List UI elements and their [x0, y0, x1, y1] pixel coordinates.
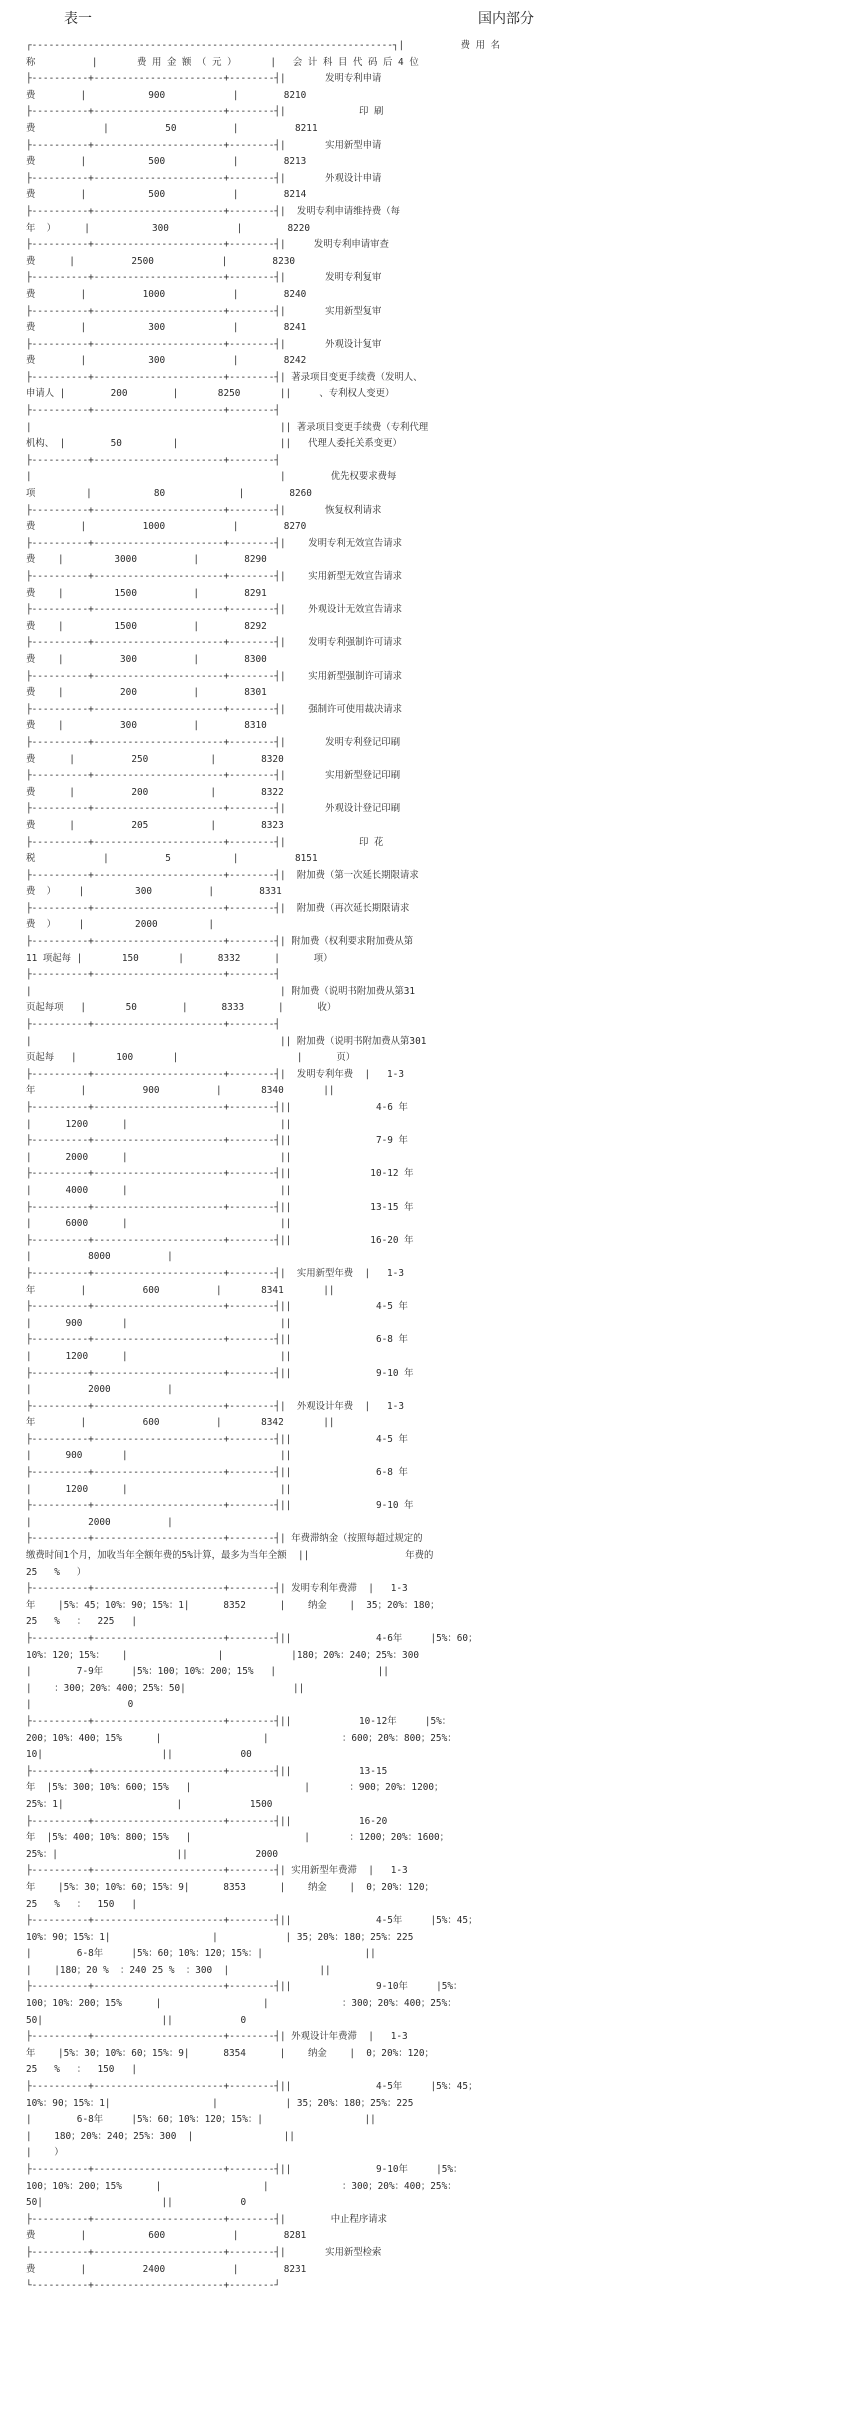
- table-line: 10%：90；15%：1| | | 35；20%：180；25%：225: [26, 2097, 414, 2109]
- table-line: | 1200 | ||: [26, 1118, 292, 1130]
- table-line: ├----------+-----------------------+--------┤: [26, 969, 280, 981]
- table-line: ├----------+-----------------------+--------┤|| 10-12年 |5%：: [26, 1715, 452, 1727]
- table-line: 年 |5%：30；10%：60；15%：9| 8353 | 纳金 | 0；20%：120；: [26, 1881, 434, 1893]
- table-line: ├----------+-----------------------+--------┤| 实用新型年费 | 1-3: [26, 1267, 404, 1279]
- table-line: ├----------+-----------------------+--------┤: [26, 454, 280, 466]
- table-line: 页起每项 | 50 | 8333 | 收）: [26, 1002, 337, 1014]
- table-line: ├----------+-----------------------+--------┤|| 6-8 年: [26, 1334, 408, 1346]
- table-line: 年 | 900 | 8340 ||: [26, 1085, 335, 1097]
- table-line: 费 | 2500 | 8230: [26, 255, 296, 267]
- table-line: 费 | 1000 | 8270: [26, 521, 307, 533]
- table-line: | 900 | ||: [26, 1317, 292, 1329]
- table-line: ├----------+-----------------------+--------┤|| 9-10 年: [26, 1500, 414, 1512]
- table-line: ├----------+-----------------------+--------┤| 发明专利登记印刷: [26, 736, 401, 748]
- table-line: ├----------+-----------------------+--------┤| 发明专利复审: [26, 272, 382, 284]
- table-line: ├----------+-----------------------+--------┤| 实用新型无效宣告请求: [26, 571, 402, 582]
- table-line: 缴费时间1个月，加收当年全额年费的5%计算，最多为当年全额 || 年费的: [26, 1550, 434, 1562]
- table-line: 费 | 600 | 8281: [26, 2230, 307, 2242]
- table-line: ├----------+-----------------------+--------┤| 发明专利强制许可请求: [26, 637, 402, 649]
- table-line: 费 | 200 | 8322: [26, 786, 284, 798]
- table-line: 费 | 500 | 8214: [26, 189, 307, 201]
- table-line: ├----------+-----------------------+--------┤|| 7-9 年: [26, 1135, 408, 1147]
- table-line: 年 |5%：300；10%：600；15% | | ：900；20%：1200；: [26, 1782, 444, 1794]
- table-line: ├----------+-----------------------+--------┤| 外观设计无效宣告请求: [26, 604, 402, 616]
- table-line: 25 % ： 150 |: [26, 2064, 137, 2076]
- table-line: ├----------+-----------------------+--------┤|| 16-20: [26, 1815, 388, 1827]
- table-line: ├----------+-----------------------+--------┤| 实用新型复审: [26, 305, 382, 317]
- table-line: 费 | 300 | 8310: [26, 720, 267, 732]
- table-line: ├----------+-----------------------+--------┤|| 4-5 年: [26, 1433, 408, 1445]
- table-line: 25 % ）: [26, 1566, 87, 1578]
- table-line: ├----------+-----------------------+--------┤|| 13-15: [26, 1765, 388, 1777]
- table-line: ├----------+-----------------------+--------┤|| 4-5年 |5%：45；: [26, 1915, 478, 1927]
- table-line: 费 ） | 300 | 8331: [26, 886, 282, 898]
- table-line: ┌----------------------------------------------------------------┐| 费 用 名: [26, 40, 501, 51]
- table-line: ├----------+-----------------------+--------┤: [26, 1019, 280, 1031]
- table-line: 费 | 205 | 8323: [26, 819, 284, 831]
- table-line: ├----------+-----------------------+--------┤| 强制许可使用裁决请求: [26, 703, 402, 715]
- table-line: ├----------+-----------------------+--------┤| 实用新型强制许可请求: [26, 670, 402, 682]
- fee-table: [26, 38, 827, 2295]
- table-line: ├----------+-----------------------+--------┤| 发明专利申请维持费（每: [26, 205, 401, 217]
- table-line: ├----------+-----------------------+--------┤| 外观设计申请: [26, 172, 382, 184]
- table-line: | | 优先权要求费每: [26, 471, 397, 483]
- table-line: 费 | 300 | 8242: [26, 355, 307, 367]
- table-line: ├----------+-----------------------+--------┤| 发明专利年费滞 | 1-3: [26, 1583, 408, 1595]
- table-line: ├----------+-----------------------+--------┤| 附加费（权利要求附加费从第: [26, 936, 414, 948]
- table-line: 申请人 | 200 | 8250 || 、专利权人变更）: [26, 388, 395, 400]
- table-line: ├----------+-----------------------+--------┤| 外观设计年费 | 1-3: [26, 1400, 404, 1412]
- table-line: ├----------+-----------------------+--------┤|| 4-5年 |5%：45；: [26, 2081, 478, 2093]
- table-line: 10%：90；15%：1| | | 35；20%：180；25%：225: [26, 1931, 414, 1943]
- table-line: | 900 | ||: [26, 1450, 292, 1462]
- table-line: ├----------+-----------------------+--------┤| 附加费（再次延长期限请求: [26, 902, 410, 914]
- section-title: 国内部分: [478, 11, 534, 27]
- table-line: ├----------+-----------------------+--------┤| 著录项目变更手续费（发明人、: [26, 371, 423, 383]
- table-line: ├----------+-----------------------+--------┤| 印 刷: [26, 106, 384, 118]
- table-line: | 2000 |: [26, 1516, 173, 1528]
- table-line: ├----------+-----------------------+--------┤|| 4-6 年: [26, 1102, 408, 1113]
- table-line: | || 附加费（说明书附加费从第301: [26, 1035, 427, 1047]
- table-line: 年 ） | 300 | 8220: [26, 222, 311, 234]
- table-line: 50| || 0: [26, 2014, 247, 2026]
- table-line: 费 | 1000 | 8240: [26, 288, 307, 300]
- table-line: 费 | 200 | 8301: [26, 687, 267, 699]
- table-line: ├----------+-----------------------+--------┤| 实用新型年费滞 | 1-3: [26, 1865, 408, 1877]
- table-line: | 1200 | ||: [26, 1350, 292, 1362]
- table-line: 年 |5%：45；10%：90；15%：1| 8352 | 纳金 | 35；20%：180；: [26, 1599, 440, 1611]
- table-line: ├----------+-----------------------+--------┤|| 10-12 年: [26, 1168, 414, 1180]
- table-line: ├----------+-----------------------+--------┤| 外观设计登记印刷: [26, 803, 401, 815]
- table-line: | ）: [26, 2147, 64, 2159]
- table-line: 25%：| || 2000: [26, 1848, 279, 1860]
- table-line: | 4000 | ||: [26, 1184, 292, 1196]
- table-line: ├----------+-----------------------+--------┤|| 6-8 年: [26, 1467, 408, 1479]
- table-line: | 1200 | ||: [26, 1483, 292, 1495]
- table-line: | 6-8年 |5%：60；10%：120；15%：| ||: [26, 2114, 376, 2126]
- table-line: 费 | 1500 | 8291: [26, 587, 267, 599]
- table-line: ├----------+-----------------------+--------┤|| 4-6年 |5%：60；: [26, 1633, 478, 1644]
- table-line: 费 | 300 | 8300: [26, 653, 267, 665]
- table-line: | || 著录项目变更手续费（专利代理: [26, 421, 429, 433]
- table-line: └----------+-----------------------+--------┘: [26, 2280, 280, 2292]
- table-line: ├----------+-----------------------+--------┤| 附加费（第一次延长期限请求: [26, 869, 419, 881]
- table-line: 100；10%：200；15% | | ：300；20%：400；25%：: [26, 2180, 457, 2192]
- table-line: ├----------+-----------------------+--------┤| 恢复权利请求: [26, 504, 382, 516]
- document-heading: [64, 8, 534, 28]
- table-line: ├----------+-----------------------+--------┤| 实用新型登记印刷: [26, 770, 401, 782]
- table-line: 费 | 2400 | 8231: [26, 2263, 307, 2275]
- table-line: | ：300；20%：400；25%：50| ||: [26, 1682, 305, 1694]
- table-label: 表一: [64, 11, 92, 27]
- table-line: ├----------+-----------------------+--------┤| 发明专利无效宣告请求: [26, 537, 402, 549]
- table-line: | 6-8年 |5%：60；10%：120；15%：| ||: [26, 1948, 376, 1960]
- table-line: 费 ） | 2000 |: [26, 919, 215, 931]
- table-line: ├----------+-----------------------+--------┤| 外观设计复审: [26, 338, 382, 350]
- table-line: | |180；20 % ：240 25 % ：300 | ||: [26, 1964, 331, 1976]
- table-line: ├----------+-----------------------+--------┤|| 4-5 年: [26, 1301, 408, 1313]
- table-line: 年 |5%：30；10%：60；15%：9| 8354 | 纳金 | 0；20%：120；: [26, 2047, 434, 2059]
- table-line: ├----------+-----------------------+--------┤| 发明专利申请: [26, 73, 382, 85]
- table-line: ├----------+-----------------------+--------┤: [26, 405, 280, 417]
- table-line: | | 附加费（说明书附加费从第31: [26, 985, 416, 997]
- table-line: 项 | 80 | 8260: [26, 488, 312, 500]
- table-line: 11 项起每 | 150 | 8332 | 项）: [26, 952, 333, 964]
- table-line: 页起每 | 100 | | 页）: [26, 1052, 356, 1064]
- table-line: ├----------+-----------------------+--------┤| 实用新型检索: [26, 2246, 382, 2258]
- table-line: ├----------+-----------------------+--------┤| 中止程序请求: [26, 2213, 388, 2225]
- table-line: 费 | 1500 | 8292: [26, 620, 267, 632]
- table-line: 称 | 费 用 金 额 （ 元 ） | 会 计 科 目 代 码 后 4 位: [26, 56, 419, 68]
- table-line: 费 | 50 | 8211: [26, 122, 318, 134]
- table-line: | 2000 |: [26, 1384, 173, 1396]
- table-line: 200；10%：400；15% | | ：600；20%：800；25%：: [26, 1732, 457, 1744]
- table-line: | 180；20%：240；25%：300 | ||: [26, 2130, 295, 2142]
- table-line: ├----------+-----------------------+--------┤|| 9-10年 |5%：: [26, 1981, 463, 1993]
- table-line: | 8000 |: [26, 1251, 173, 1263]
- table-line: ├----------+-----------------------+--------┤|| 9-10年 |5%：: [26, 2164, 463, 2175]
- table-line: 费 | 900 | 8210: [26, 89, 307, 101]
- table-line: 机构、 | 50 | || 代理人委托关系变更）: [26, 438, 402, 450]
- table-line: ├----------+-----------------------+--------┤|| 13-15 年: [26, 1201, 414, 1213]
- table-line: 年 | 600 | 8342 ||: [26, 1417, 335, 1429]
- table-line: ├----------+-----------------------+--------┤| 发明专利申请审查: [26, 239, 389, 251]
- table-line: 10%：120；15%： | | |180；20%：240；25%：300: [26, 1649, 419, 1661]
- table-line: 50| || 0: [26, 2197, 247, 2209]
- table-line: 税 | 5 | 8151: [26, 853, 318, 865]
- table-line: 25 % ： 150 |: [26, 1898, 137, 1910]
- table-line: 10| || 00: [26, 1749, 252, 1761]
- table-line: 100；10%：200；15% | | ：300；20%：400；25%：: [26, 1998, 457, 2010]
- table-line: 费 | 300 | 8241: [26, 322, 307, 334]
- table-line: 年 | 600 | 8341 ||: [26, 1284, 335, 1296]
- table-line: ├----------+-----------------------+--------┤| 外观设计年费滞 | 1-3: [26, 2031, 408, 2043]
- table-line: ├----------+-----------------------+--------┤| 实用新型申请: [26, 139, 382, 151]
- table-line: ├----------+-----------------------+--------┤| 年费滞纳金（按照每超过规定的: [26, 1533, 423, 1545]
- table-line: ├----------+-----------------------+--------┤| 印 花: [26, 836, 384, 848]
- table-line: 费 | 250 | 8320: [26, 753, 284, 765]
- table-line: 费 | 500 | 8213: [26, 156, 307, 168]
- table-line: 25%：1| | 1500: [26, 1798, 273, 1810]
- table-line: ├----------+-----------------------+--------┤| 发明专利年费 | 1-3: [26, 1068, 404, 1080]
- table-line: ├----------+-----------------------+--------┤|| 9-10 年: [26, 1367, 414, 1379]
- table-line: | 7-9年 |5%：100；10%：200；15% | ||: [26, 1666, 389, 1678]
- table-line: ├----------+-----------------------+--------┤|| 16-20 年: [26, 1234, 414, 1246]
- table-line: | 2000 | ||: [26, 1151, 292, 1163]
- table-line: 费 | 3000 | 8290: [26, 554, 267, 566]
- table-line: | 0: [26, 1699, 134, 1711]
- table-line: | 6000 | ||: [26, 1218, 292, 1230]
- table-line: 年 |5%：400；10%：800；15% | | ：1200；20%：1600；: [26, 1832, 450, 1844]
- table-line: 25 % ： 225 |: [26, 1616, 137, 1628]
